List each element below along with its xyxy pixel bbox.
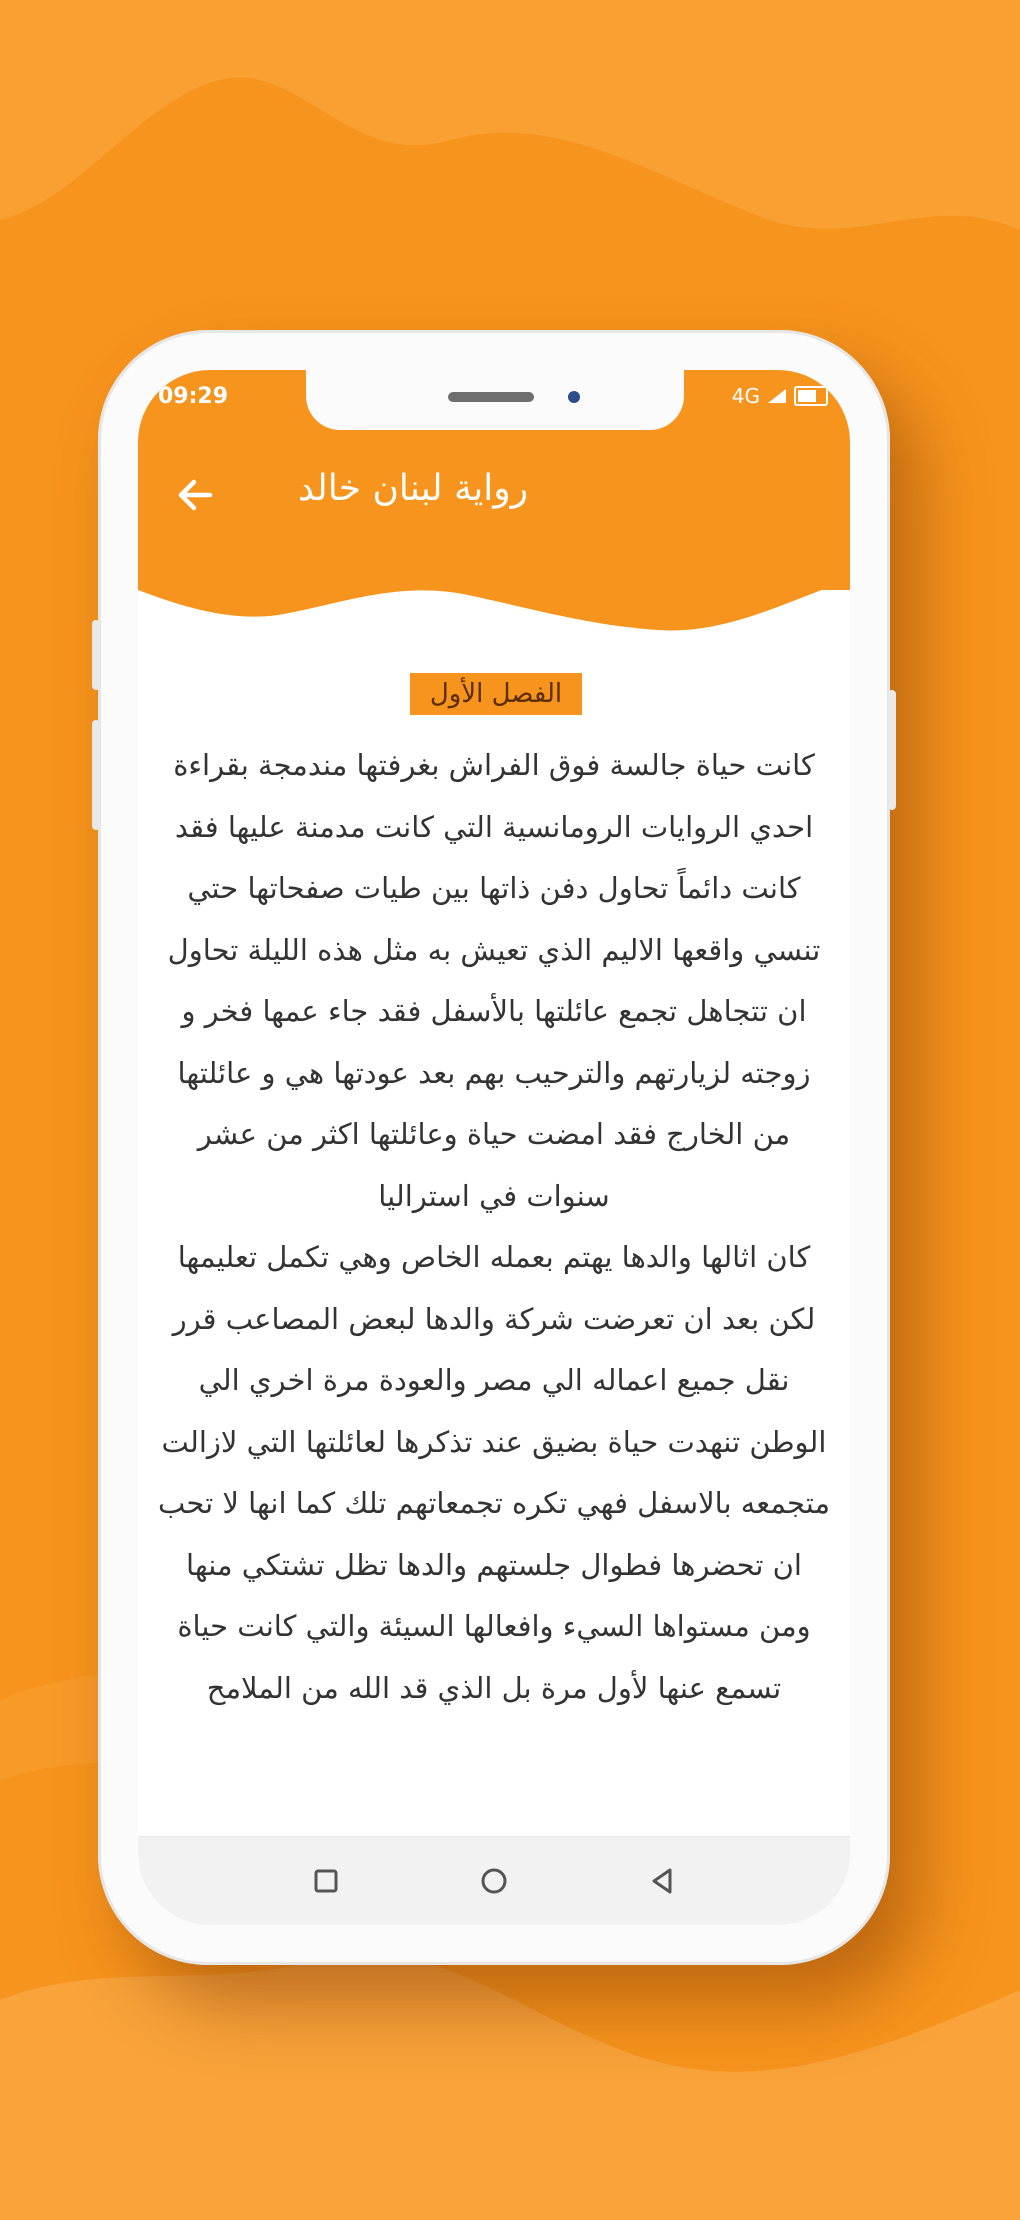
speaker [448, 392, 534, 402]
notch [306, 370, 684, 430]
volume-button [92, 620, 100, 690]
home-icon[interactable] [474, 1861, 514, 1901]
front-camera [568, 391, 580, 403]
chapter-title: الفصل الأول [410, 673, 582, 715]
novel-text[interactable] [156, 735, 832, 1860]
system-nav-bar [138, 1836, 850, 1925]
volume-button [92, 720, 100, 830]
battery-icon [794, 386, 828, 406]
status-icons [732, 384, 828, 408]
status-time: 09:29 [158, 384, 229, 409]
phone-screen [138, 370, 850, 1925]
power-button [888, 690, 896, 810]
signal-icon [766, 387, 788, 405]
paragraph: كان اثالها والدها يهتم بعمله الخاص وهي تكمل تعليمها لكن بعد ان تعرضت شركة والدها لبعض المصاعب قرر نقل جميع اعماله الي مصر والعودة مرة اخري الي الوطن تنهدت حياة بضيق عند تذكرها لعائلتها التي لازالت متجمعه بالاسفل فهي تكره تجمعاتهم تلك كما انها لا تحب ان تحضرها فطوال جلستهم والدها تظل تشتكي منها ومن مستواها السيء وافعالها السيئة والتي كانت حياة تسمع عنها لأول مرة بل الذي قد الله من الملامح [157, 1240, 831, 1705]
app-title: رواية لبنان خالد [297, 468, 529, 509]
arrow-back-icon[interactable] [170, 470, 220, 520]
recent-apps-icon[interactable] [306, 1861, 346, 1901]
paragraph: كانت حياة جالسة فوق الفراش بغرفتها مندمجة بقراءة احدي الروايات الرومانسية التي كانت مدمنة عليها فقد كانت دائماً تحاول دفن ذاتها بين طيات صفحاتها حتي تنسي واقعها الاليم الذي تعيش به مثل هذه الليلة تحاول ان تتجاهل تجمع عائلتها بالأسفل فقد جاء عمها فخر و زوجته لزيارتهم والترحيب بهم بعد عودتها هي و عائلتها من الخارج فقد امضت حياة وعائلتها اكثر من عشر سنوات في استراليا [167, 748, 821, 1213]
back-triangle-icon[interactable] [642, 1861, 682, 1901]
app-bar-wave [138, 550, 850, 660]
phone-frame [98, 330, 890, 1965]
network-label: 4G [731, 384, 760, 408]
